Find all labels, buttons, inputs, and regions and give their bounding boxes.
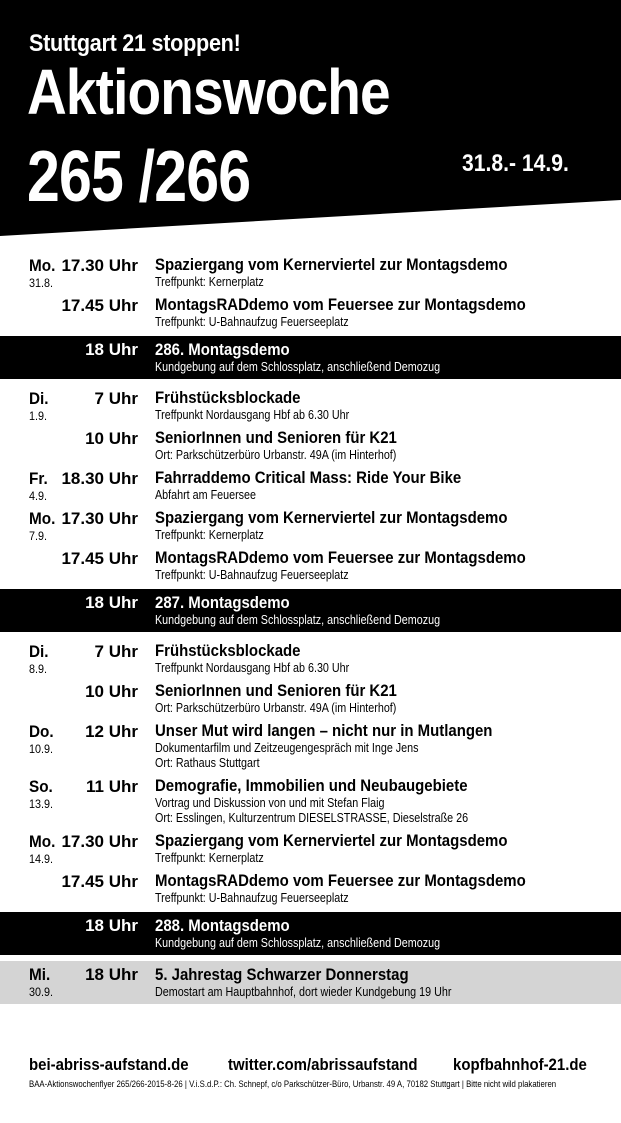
event-title: Unser Mut wird langen – nicht nur in Mutlangen bbox=[155, 721, 493, 740]
event-title: 287. Montagsdemo bbox=[155, 593, 290, 612]
event-date: 4.9. bbox=[29, 489, 48, 503]
event-body bbox=[155, 641, 621, 676]
event-time: 18 Uhr bbox=[85, 340, 138, 359]
event-detail: Ort: Esslingen, Kulturzentrum DIESELSTRASSE, Dieselstraße 26 bbox=[155, 811, 469, 825]
event-title: Spaziergang vom Kernerviertel zur Montagsdemo bbox=[155, 831, 508, 850]
event-body bbox=[155, 831, 621, 866]
event-detail: Ort: Rathaus Stuttgart bbox=[155, 756, 260, 770]
event-row bbox=[0, 545, 621, 585]
event-row bbox=[0, 678, 621, 718]
event-body bbox=[155, 593, 621, 628]
event-detail: Treffpunkt: Kernerplatz bbox=[155, 851, 264, 865]
event-day: So. bbox=[29, 777, 53, 796]
event-time: 17.30 Uhr bbox=[61, 509, 138, 528]
event-day: Mo. bbox=[29, 256, 56, 275]
event-day: Mo. bbox=[29, 832, 56, 851]
event-detail: Kundgebung auf dem Schlossplatz, anschließend Demozug bbox=[155, 360, 441, 374]
event-time: 18.30 Uhr bbox=[61, 469, 138, 488]
event-row bbox=[0, 465, 621, 505]
header-banner bbox=[0, 0, 621, 236]
event-row bbox=[0, 773, 621, 828]
event-title: Fahrraddemo Critical Mass: Ride Your Bike bbox=[155, 468, 462, 487]
event-time: 11 Uhr bbox=[86, 777, 138, 796]
event-detail: Kundgebung auf dem Schlossplatz, anschließend Demozug bbox=[155, 936, 441, 950]
header-number: 265 /266 bbox=[27, 137, 251, 217]
event-date: 30.9. bbox=[29, 985, 54, 999]
event-title: MontagsRADdemo vom Feuersee zur Montagsdemo bbox=[155, 548, 526, 567]
montagsdemo-bar bbox=[0, 589, 621, 632]
event-day: Mo. bbox=[29, 509, 56, 528]
event-row bbox=[0, 718, 621, 773]
event-body bbox=[155, 295, 621, 330]
event-date: 7.9. bbox=[29, 529, 48, 543]
event-date: 31.8. bbox=[29, 276, 54, 290]
event-detail: Dokumentarfilm und Zeitzeugengespräch mit Inge Jens bbox=[155, 741, 419, 755]
event-detail: Ort: Parkschützerbüro Urbanstr. 49A (im Hinterhof) bbox=[155, 701, 397, 715]
event-body bbox=[155, 965, 621, 1000]
event-time: 17.45 Uhr bbox=[61, 549, 138, 568]
event-detail: Ort: Parkschützerbüro Urbanstr. 49A (im Hinterhof) bbox=[155, 448, 397, 462]
event-title: Frühstücksblockade bbox=[155, 388, 301, 407]
event-day: Mi. bbox=[29, 965, 51, 984]
event-time: 7 Uhr bbox=[94, 642, 138, 661]
event-time: 10 Uhr bbox=[85, 682, 138, 701]
event-body bbox=[155, 548, 621, 583]
event-list bbox=[0, 252, 621, 1010]
event-detail: Vortrag und Diskussion von und mit Stefan Flaig bbox=[155, 796, 385, 810]
footer-links bbox=[0, 1055, 621, 1079]
footer-link-kopfbahnhof[interactable]: kopfbahnhof-21.de bbox=[453, 1055, 587, 1074]
event-row bbox=[0, 868, 621, 908]
event-time: 18 Uhr bbox=[85, 965, 138, 984]
event-row bbox=[0, 252, 621, 292]
event-row bbox=[0, 425, 621, 465]
event-time: 17.45 Uhr bbox=[61, 872, 138, 891]
header-kicker: Stuttgart 21 stoppen! bbox=[29, 30, 241, 57]
event-title: SeniorInnen und Senioren für K21 bbox=[155, 681, 397, 700]
event-body bbox=[155, 388, 621, 423]
event-row bbox=[0, 292, 621, 332]
event-detail: Demostart am Hauptbahnhof, dort wieder Kundgebung 19 Uhr bbox=[155, 985, 452, 999]
event-time: 18 Uhr bbox=[85, 593, 138, 612]
event-title: Spaziergang vom Kernerviertel zur Montagsdemo bbox=[155, 255, 508, 274]
montagsdemo-bar bbox=[0, 336, 621, 379]
event-time: 17.30 Uhr bbox=[61, 832, 138, 851]
event-body bbox=[155, 508, 621, 543]
event-title: 288. Montagsdemo bbox=[155, 916, 290, 935]
event-detail: Kundgebung auf dem Schlossplatz, anschließend Demozug bbox=[155, 613, 441, 627]
imprint: BAA-Aktionswochenflyer 265/266-2015-8-26 | V.i.S.d.P.: Ch. Schnepf, c/o Parkschützer-Büro, Urbanstr. 49 A, 70182 Stuttgart | Bitte nicht wild plakatieren bbox=[29, 1079, 557, 1090]
event-title: Frühstücksblockade bbox=[155, 641, 301, 660]
event-time: 12 Uhr bbox=[85, 722, 138, 741]
event-body bbox=[155, 468, 621, 503]
event-detail: Abfahrt am Feuersee bbox=[155, 488, 256, 502]
event-date: 13.9. bbox=[29, 797, 54, 811]
event-time: 18 Uhr bbox=[85, 916, 138, 935]
event-row bbox=[0, 828, 621, 868]
event-body bbox=[155, 255, 621, 290]
event-detail: Treffpunkt Nordausgang Hbf ab 6.30 Uhr bbox=[155, 661, 350, 675]
montagsdemo-bar bbox=[0, 912, 621, 955]
event-detail: Treffpunkt: Kernerplatz bbox=[155, 528, 264, 542]
event-detail: Treffpunkt: U-Bahnaufzug Feuerseeplatz bbox=[155, 568, 349, 582]
event-date: 8.9. bbox=[29, 662, 48, 676]
event-body bbox=[155, 916, 621, 951]
event-body bbox=[155, 428, 621, 463]
event-title: Demografie, Immobilien und Neubaugebiete bbox=[155, 776, 468, 795]
event-time: 17.30 Uhr bbox=[61, 256, 138, 275]
event-date: 10.9. bbox=[29, 742, 54, 756]
event-detail: Treffpunkt: U-Bahnaufzug Feuerseeplatz bbox=[155, 891, 349, 905]
event-detail: Treffpunkt: Kernerplatz bbox=[155, 275, 264, 289]
event-date: 1.9. bbox=[29, 409, 48, 423]
event-time: 10 Uhr bbox=[85, 429, 138, 448]
footer-link-twitter[interactable]: twitter.com/abrissaufstand bbox=[228, 1055, 418, 1074]
event-date: 14.9. bbox=[29, 852, 54, 866]
event-day: Do. bbox=[29, 722, 54, 741]
event-time: 17.45 Uhr bbox=[61, 296, 138, 315]
event-row bbox=[0, 638, 621, 678]
event-title: MontagsRADdemo vom Feuersee zur Montagsdemo bbox=[155, 295, 526, 314]
event-body bbox=[155, 721, 621, 771]
event-body bbox=[155, 681, 621, 716]
event-title: 5. Jahrestag Schwarzer Donnerstag bbox=[155, 965, 409, 984]
header-title: Aktionswoche bbox=[27, 56, 390, 128]
event-body bbox=[155, 340, 621, 375]
event-day: Di. bbox=[29, 389, 49, 408]
event-title: MontagsRADdemo vom Feuersee zur Montagsdemo bbox=[155, 871, 526, 890]
event-title: SeniorInnen und Senioren für K21 bbox=[155, 428, 397, 447]
event-row bbox=[0, 385, 621, 425]
event-time: 7 Uhr bbox=[94, 389, 138, 408]
header-dates: 31.8.- 14.9. bbox=[462, 150, 569, 177]
event-day: Di. bbox=[29, 642, 49, 661]
highlight-event bbox=[0, 961, 621, 1004]
event-detail: Treffpunkt Nordausgang Hbf ab 6.30 Uhr bbox=[155, 408, 350, 422]
event-detail: Treffpunkt: U-Bahnaufzug Feuerseeplatz bbox=[155, 315, 349, 329]
event-body bbox=[155, 871, 621, 906]
event-day: Fr. bbox=[29, 469, 48, 488]
event-body bbox=[155, 776, 621, 826]
footer-link-bei-abriss[interactable]: bei-abriss-aufstand.de bbox=[29, 1055, 189, 1074]
event-row bbox=[0, 505, 621, 545]
event-title: 286. Montagsdemo bbox=[155, 340, 290, 359]
event-title: Spaziergang vom Kernerviertel zur Montagsdemo bbox=[155, 508, 508, 527]
